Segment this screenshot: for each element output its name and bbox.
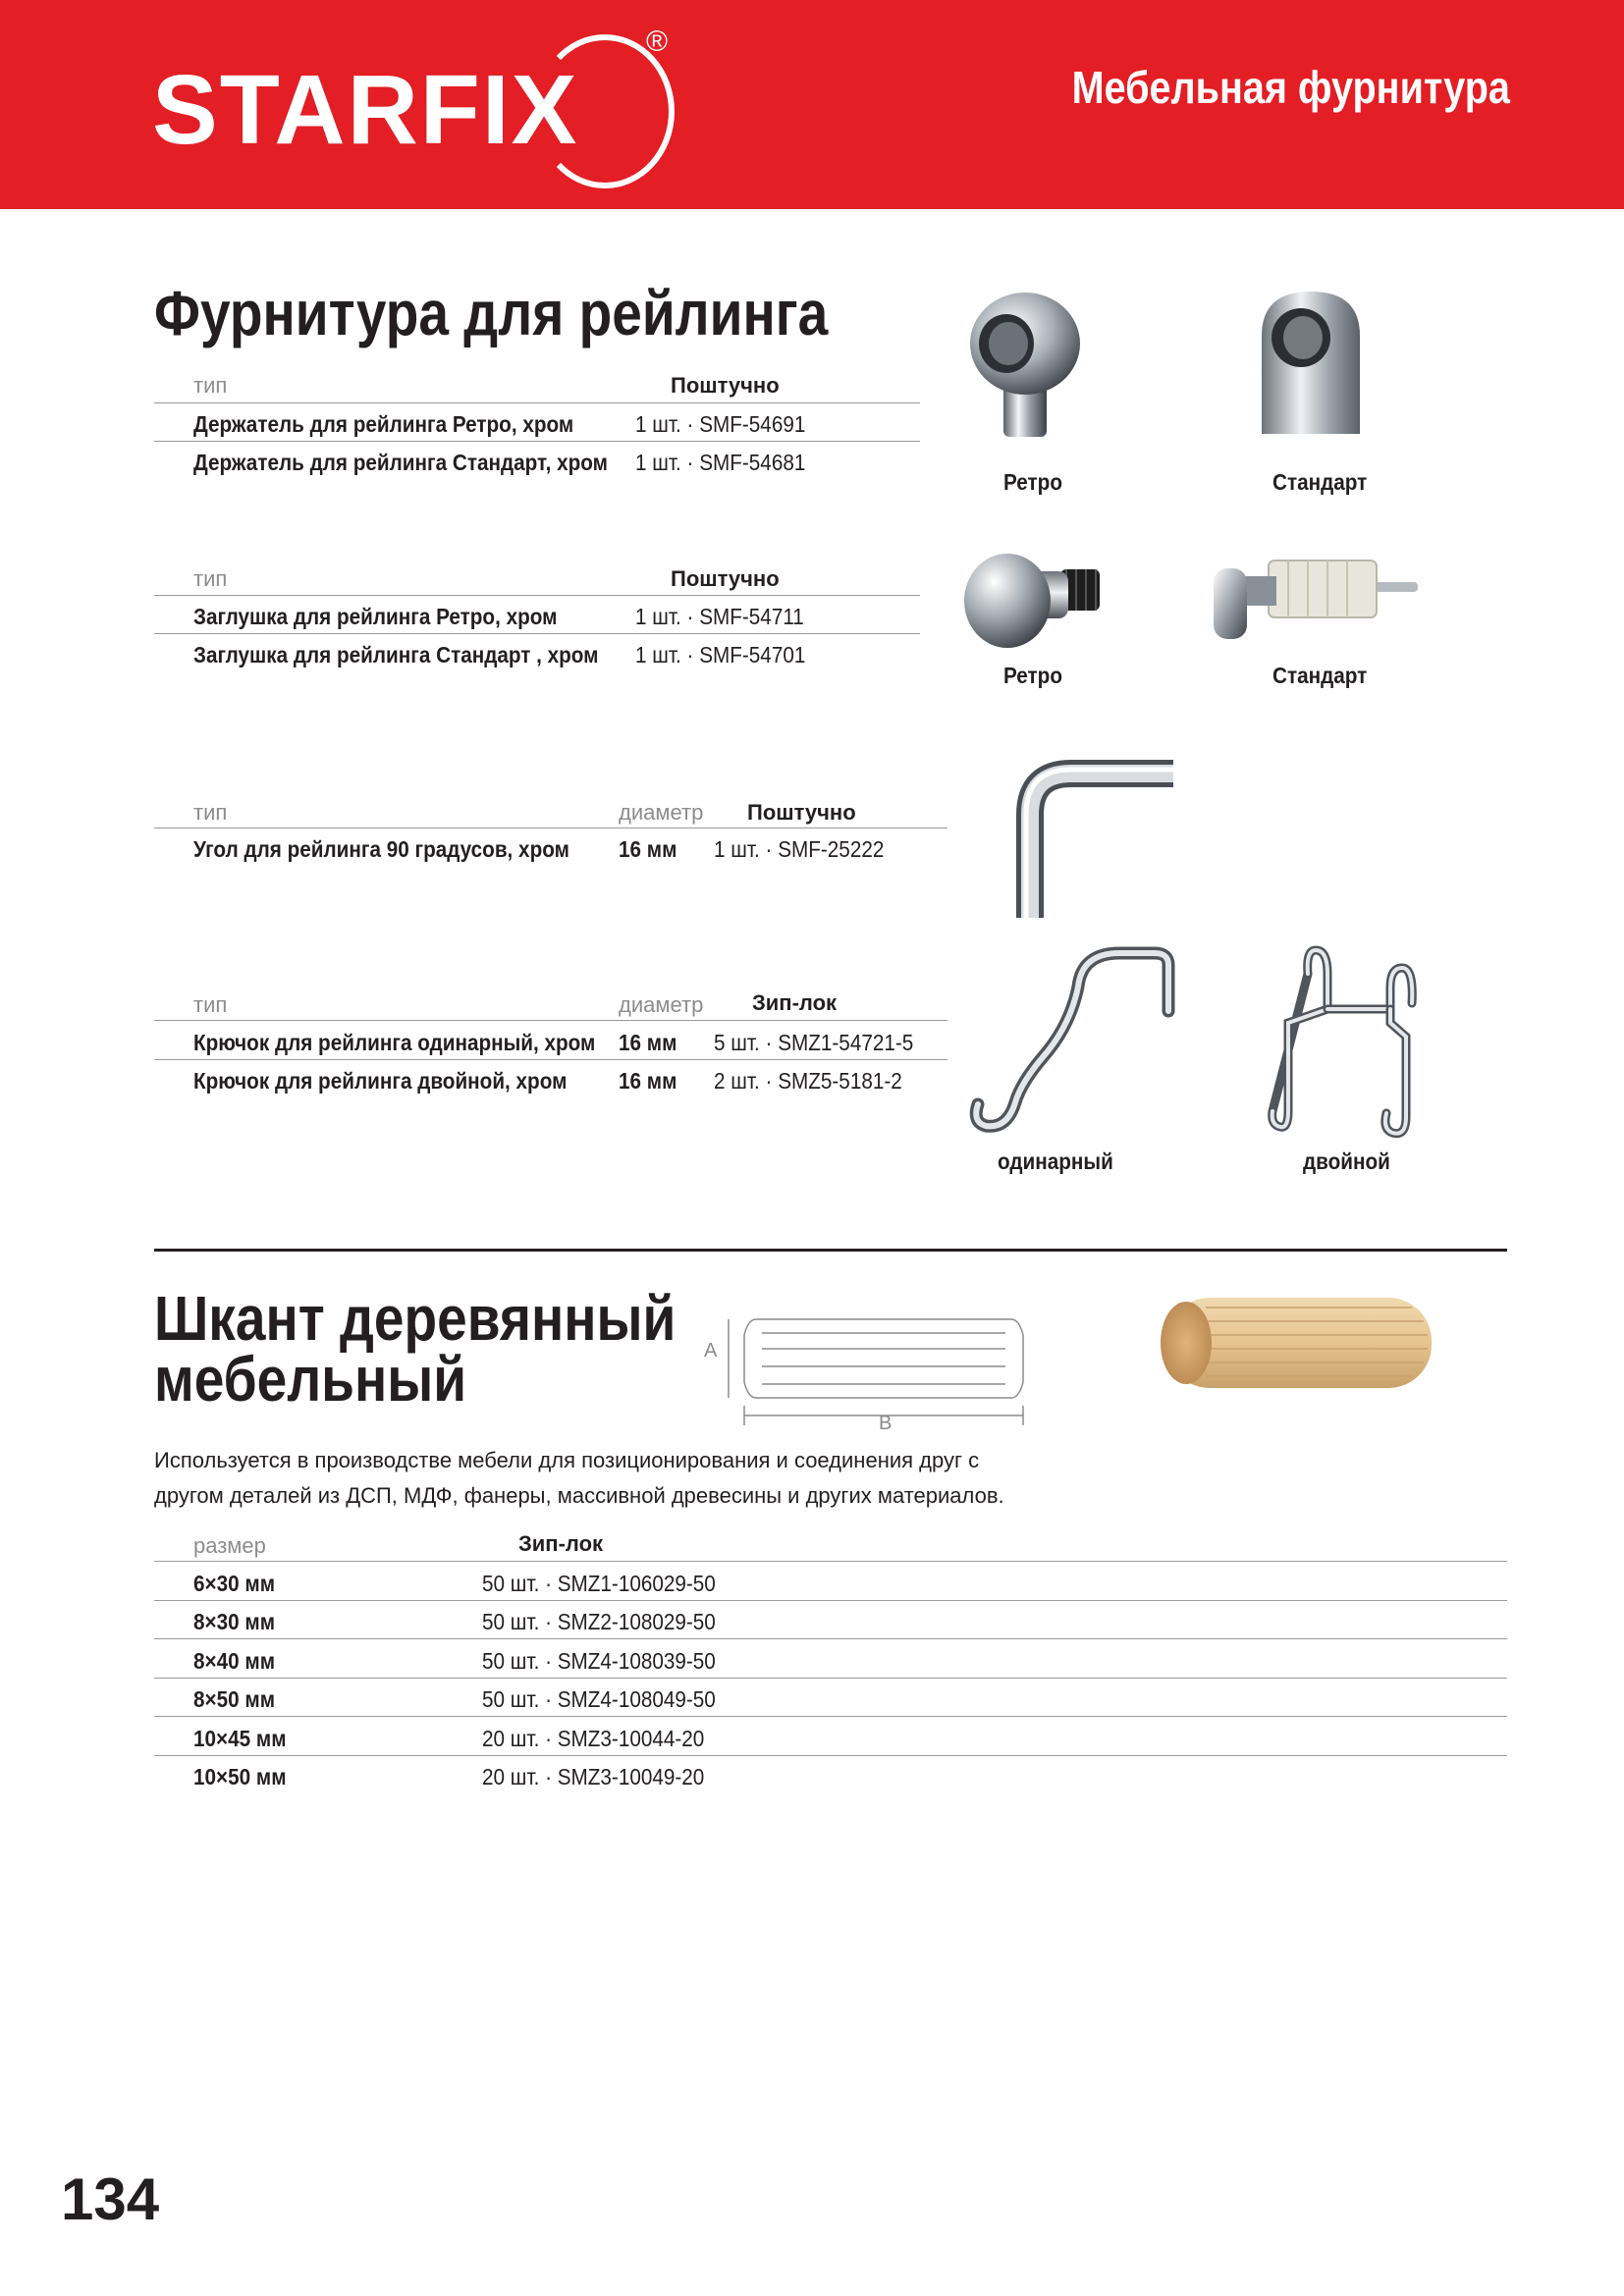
dim-b-label: B (879, 1413, 893, 1434)
dowel-pack: 20 шт. · SMZ3-10049-20 (482, 1764, 705, 1789)
col-diameter-header: диаметр (619, 992, 704, 1017)
table-rule (154, 441, 920, 442)
hook-single-image (972, 947, 1188, 1144)
dowel-pack: 50 шт. · SMZ4-108039-50 (482, 1648, 716, 1674)
cap-retro-image (962, 550, 1119, 658)
cap-name: Заглушка для рейлинга Ретро, хром (193, 604, 558, 629)
dowel-pack: 50 шт. · SMZ4-108049-50 (482, 1686, 716, 1712)
hook-double-caption: двойной (1303, 1148, 1390, 1174)
hook-single-caption: одинарный (998, 1148, 1113, 1174)
table-rule (154, 1561, 1507, 1562)
col-diameter-header: диаметр (619, 800, 704, 825)
table-rule (154, 1020, 947, 1021)
holder-retro-caption: Ретро (1003, 469, 1062, 495)
hook-double-image (1267, 944, 1424, 1141)
table-rule (154, 1755, 1507, 1756)
table-rule (154, 1716, 1507, 1717)
dowel-size: 8×40 мм (193, 1648, 276, 1674)
hook-diameter: 16 мм (619, 1030, 677, 1055)
cap-name: Заглушка для рейлинга Стандарт , хром (193, 642, 599, 667)
dowel-dimension-diagram (699, 1296, 1033, 1443)
dim-a-label: A (704, 1340, 718, 1362)
cap-pack: 1 шт. · SMF-54711 (635, 604, 804, 629)
hook-name: Крючок для рейлинга одинарный, хром (193, 1030, 596, 1055)
cap-retro-caption: Ретро (1003, 663, 1062, 688)
holder-name: Держатель для рейлинга Стандарт, хром (193, 450, 608, 475)
page-number: 134 (61, 2166, 160, 2232)
col-pack-header: Поштучно (747, 800, 856, 825)
corner-name: Угол для рейлинга 90 градусов, хром (193, 836, 569, 862)
wooden-dowel-image (1147, 1294, 1451, 1392)
col-type-header: тип (193, 800, 228, 825)
table-rule (154, 1600, 1507, 1601)
dowel-description-line2: другом деталей из ДСП, МДФ, фанеры, массивной древесины и других материалов. (154, 1483, 1004, 1508)
hook-name: Крючок для рейлинга двойной, хром (193, 1068, 568, 1094)
holder-standard-caption: Стандарт (1272, 469, 1368, 495)
dowel-size: 8×30 мм (193, 1609, 276, 1634)
corner-image (997, 756, 1183, 923)
corner-diameter: 16 мм (619, 836, 677, 862)
holder-pack: 1 шт. · SMF-54681 (635, 450, 806, 475)
dowel-size: 6×30 мм (193, 1571, 276, 1596)
dowel-title-line1: Шкант деревянный (154, 1283, 677, 1354)
registered-mark: ® (646, 26, 669, 58)
col-size-header: размер (193, 1533, 266, 1558)
table-rule (154, 633, 920, 634)
section-divider (154, 1249, 1507, 1252)
corner-pack: 1 шт. · SMF-25222 (714, 836, 885, 862)
dowel-pack: 20 шт. · SMZ3-10044-20 (482, 1726, 705, 1751)
table-rule (154, 1678, 1507, 1679)
hook-pack: 5 шт. · SMZ1-54721-5 (714, 1030, 914, 1055)
page-title: Фурнитура для рейлинга (154, 278, 829, 348)
brand-logo: STARFIX (152, 55, 579, 165)
dowel-title-line2: мебельный (154, 1344, 467, 1415)
holder-name: Держатель для рейлинга Ретро, хром (193, 411, 574, 437)
col-pack-header: Поштучно (671, 373, 780, 398)
dowel-size: 8×50 мм (193, 1686, 276, 1712)
col-pack-header: Зип-лок (752, 990, 838, 1015)
col-type-header: тип (193, 373, 228, 398)
cap-pack: 1 шт. · SMF-54701 (635, 642, 806, 667)
col-pack-header: Зип-лок (518, 1531, 604, 1556)
col-type-header: тип (193, 992, 228, 1017)
dowel-pack: 50 шт. · SMZ1-106029-50 (482, 1571, 716, 1596)
dowel-pack: 50 шт. · SMZ2-108029-50 (482, 1609, 716, 1634)
table-rule (154, 595, 920, 596)
cap-standard-caption: Стандарт (1272, 663, 1368, 688)
hook-pack: 2 шт. · SMZ5-5181-2 (714, 1068, 902, 1094)
hook-diameter: 16 мм (619, 1068, 677, 1094)
dowel-size: 10×50 мм (193, 1764, 287, 1789)
col-pack-header: Поштучно (671, 566, 780, 591)
dowel-size: 10×45 мм (193, 1726, 287, 1751)
dowel-description-line1: Используется в производстве мебели для позиционирования и соединения друг с (154, 1448, 980, 1472)
table-rule (154, 1638, 1507, 1639)
holder-retro-image (967, 285, 1095, 452)
cap-standard-image (1210, 555, 1426, 653)
holder-standard-image (1257, 287, 1365, 444)
catalog-section-title: Мебельная фурнитура (1071, 62, 1510, 113)
holder-pack: 1 шт. · SMF-54691 (635, 411, 806, 437)
table-rule (154, 402, 920, 403)
table-rule (154, 1059, 947, 1060)
col-type-header: тип (193, 566, 228, 591)
